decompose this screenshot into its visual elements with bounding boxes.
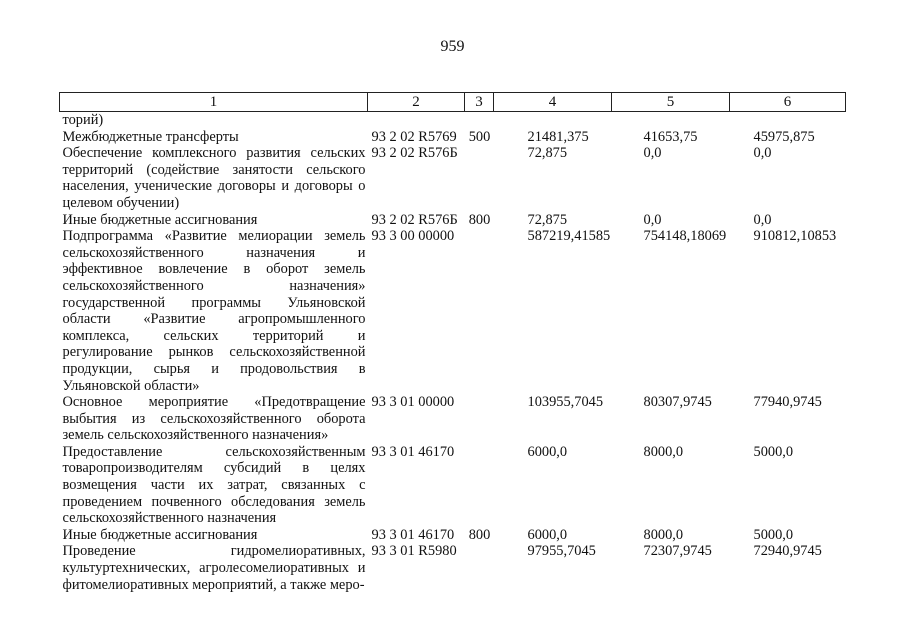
row-value-col5: 8000,0 [643, 443, 684, 460]
row-value-col5: 754148,18069 [643, 228, 727, 245]
row-value-col4: 72,875 [527, 145, 568, 162]
row-expense-type [465, 394, 494, 444]
page-number: 959 [440, 38, 465, 55]
table-row [60, 212, 846, 229]
column-header-2: 2 [368, 93, 465, 112]
row-code: 93 2 02 R576Б [371, 145, 458, 162]
row-value-col4: 587219,41585 [527, 228, 611, 245]
row-value-col6: 0,0 [753, 145, 772, 162]
table-row [60, 543, 846, 593]
row-code: 93 3 01 00000 [371, 394, 455, 411]
row-name: Основное мероприятие «Предотвращение выбытия из сельскохозяйственного оборота земель сельскохозяйственного назначения» [62, 394, 366, 444]
row-value-col6: 5000,0 [753, 526, 794, 543]
row-value-col4: 6000,0 [527, 526, 568, 543]
row-expense-type: 800 [468, 526, 491, 543]
row-expense-type [465, 444, 494, 527]
row-expense-type [465, 543, 494, 593]
table-row [60, 444, 846, 527]
row-code: 93 3 01 R5980 [371, 543, 457, 560]
row-name: торий) [62, 112, 104, 128]
row-value-col4: 97955,7045 [527, 543, 596, 560]
row-value-col6: 72940,9745 [753, 543, 822, 560]
row-value-col5: 80307,9745 [643, 394, 712, 411]
row-value-col4: 103955,7045 [527, 394, 604, 411]
row-value-col4: 6000,0 [527, 443, 568, 460]
row-value-col5: 8000,0 [643, 526, 684, 543]
row-code: 93 3 01 46170 [371, 526, 455, 543]
row-name: Проведение гидромелиоративных, культуртехнических, агролесомелиоративных и фитомелиоративных мероприятий, а также меро- [62, 543, 366, 593]
row-value-col4: 72,875 [527, 211, 568, 228]
row-expense-type [465, 112, 494, 129]
column-header-3: 3 [465, 93, 494, 112]
table-row [60, 527, 846, 544]
column-header-5: 5 [612, 93, 730, 112]
row-value-col6 [730, 112, 846, 129]
column-header-4: 4 [494, 93, 612, 112]
row-value-col6: 5000,0 [753, 443, 794, 460]
table-header-row [60, 93, 846, 112]
table-row [60, 228, 846, 394]
row-name: Обеспечение комплексного развития сельских территорий (содействие занятости сельского населения, ученические договоры и договоры о целевом обучении) [62, 145, 366, 211]
row-code: 93 2 02 R5769 [371, 128, 457, 145]
row-expense-type [465, 228, 494, 394]
row-name: Иные бюджетные ассигнования [62, 211, 258, 228]
row-value-col6: 0,0 [753, 211, 772, 228]
row-value-col5 [612, 112, 730, 129]
table-row [60, 145, 846, 211]
row-name: Иные бюджетные ассигнования [62, 526, 258, 543]
table-row [60, 112, 846, 129]
row-code [368, 112, 465, 129]
row-value-col5: 72307,9745 [643, 543, 712, 560]
row-name: Предоставление сельскохозяйственным товаропроизводителям субсидий в целях возмещения части их затрат, связанных с проведением почвенного обследования земель сельскохозяйственного назначения [62, 443, 366, 527]
row-expense-type [465, 145, 494, 211]
row-value-col4 [494, 112, 612, 129]
row-value-col5: 0,0 [643, 145, 662, 162]
row-value-col4: 21481,375 [527, 128, 589, 145]
column-header-1: 1 [60, 93, 368, 112]
row-code: 93 3 01 46170 [371, 443, 455, 460]
row-value-col6: 77940,9745 [753, 394, 822, 411]
row-code: 93 3 00 00000 [371, 228, 455, 245]
row-expense-type: 800 [468, 211, 491, 228]
row-value-col5: 0,0 [643, 211, 662, 228]
row-value-col6: 45975,875 [753, 128, 815, 145]
row-name: Межбюджетные трансферты [62, 128, 239, 145]
row-value-col5: 41653,75 [643, 128, 698, 145]
row-value-col6: 910812,10853 [753, 228, 837, 245]
row-expense-type: 500 [468, 128, 491, 145]
column-header-6: 6 [730, 93, 846, 112]
budget-table [59, 92, 846, 593]
table-row [60, 394, 846, 444]
table-row [60, 129, 846, 146]
row-code: 93 2 02 R576Б [371, 211, 458, 228]
row-name: Подпрограмма «Развитие мелиорации земель сельскохозяйственного назначения и эффективное вовлечение в оборот земель сельскохозяйственного назначения» государственной программы Ульяновской области «Развитие агропромышленного комплекса, сельских территорий и регулирование рынков сельскохозяйственной продукции, сырья и продовольствия в Ульяновской области» [62, 228, 366, 394]
